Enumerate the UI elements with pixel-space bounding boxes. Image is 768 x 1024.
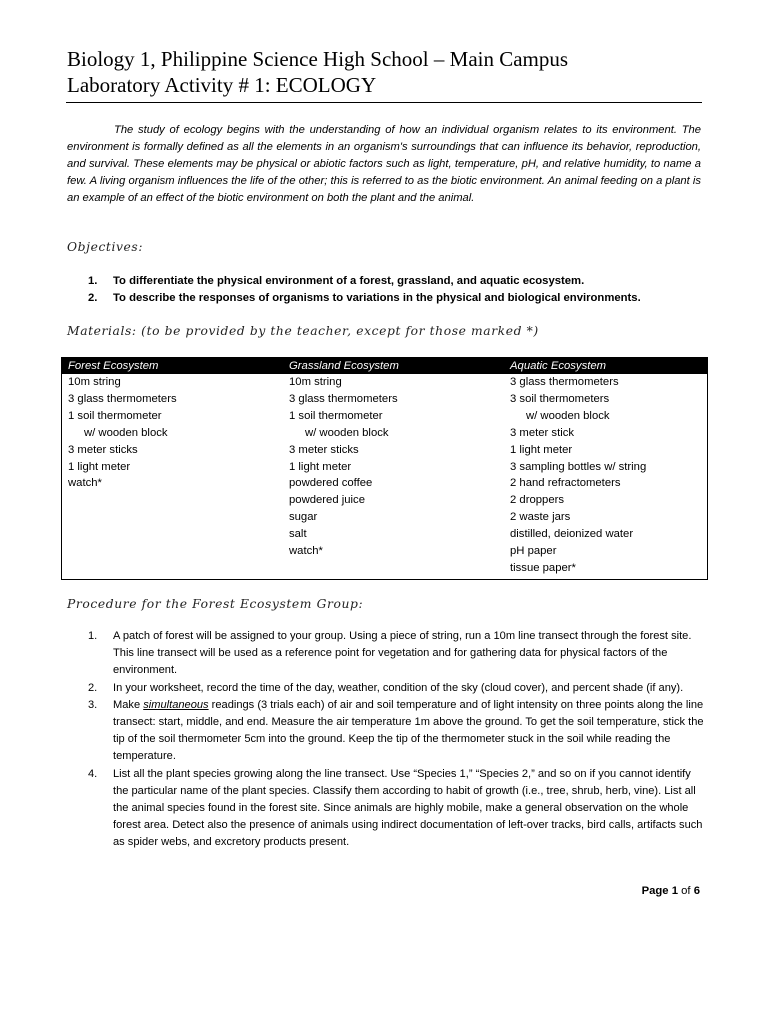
- objective-number: 1.: [88, 275, 98, 287]
- page-total: 6: [693, 885, 700, 897]
- column-header-forest: Forest Ecosystem: [62, 358, 284, 375]
- material-item: pH paper: [510, 545, 557, 558]
- step-text-start: Make: [113, 698, 144, 711]
- objectives-list: [88, 273, 702, 307]
- step-number: 4.: [88, 767, 98, 780]
- material-item: 3 glass thermometers: [68, 392, 177, 405]
- material-item: 3 glass thermometers: [510, 376, 619, 388]
- material-item: 10m string: [68, 376, 121, 388]
- material-item: 3 meter sticks: [68, 443, 138, 456]
- intro-paragraph: The study of ecology begins with the understanding of how an individual organism relates to its environment. The environment is formally defined as all the elements in an organism's surroundings that can influence its behavior, reproduction, and survival. These elements may be physical or abiotic factors such as light, temperature, pH, and relative humidity, to name a few. A living organism influences the life of the other; this is referred to as the biotic environment. An animal feeding on a plant is an example of an effect of the biotic environment on both the plant and the animal.: [67, 124, 701, 204]
- header-line-1: Biology 1, Philippine Science High School – Main Campus: [67, 47, 569, 71]
- material-item: 3 meter sticks: [289, 443, 359, 456]
- material-item: 1 soil thermometer: [68, 409, 162, 422]
- header-divider: [66, 102, 702, 103]
- document-header: [67, 46, 707, 98]
- step-emphasis: simultaneous: [143, 698, 209, 711]
- material-item: 3 sampling bottles w/ string: [510, 460, 647, 473]
- material-item: 2 droppers: [510, 494, 565, 507]
- aquatic-materials-cell: [504, 374, 708, 579]
- procedure-step: [88, 697, 704, 766]
- step-number: 3.: [88, 698, 98, 711]
- material-item: 1 soil thermometer: [289, 409, 383, 422]
- step-text: List all the plant species growing along the line transect. Use “Species 1,” “Species 2,” and so on if you cannot identify the particular name of the plant species. Classify them according to habit of growth (i.e., tree, shrub, herb, vine). List all the animal species found in the forest site. Since animals are highly mobile, make a general observation on the whole forest area. Detect also the presence of animals using indirect documentation of left-over tracks, bird calls, artifacts such as spider webs, and excretory products present.: [113, 767, 703, 849]
- material-item: 3 soil thermometers: [510, 392, 610, 405]
- material-item: 3 glass thermometers: [289, 392, 398, 405]
- objective-text: To differentiate the physical environment of a forest, grassland, and aquatic ecosystem.: [113, 275, 585, 287]
- column-header-aquatic: Aquatic Ecosystem: [504, 358, 708, 375]
- forest-materials-cell: [62, 374, 284, 579]
- procedure-step: [88, 766, 704, 852]
- material-item: 1 light meter: [510, 443, 573, 456]
- material-item: salt: [289, 528, 307, 541]
- procedure-heading: Procedure for the Forest Ecosystem Group:: [67, 597, 364, 611]
- material-item: 1 light meter: [289, 460, 352, 473]
- material-item: sugar: [289, 511, 318, 524]
- objective-number: 2.: [88, 292, 98, 304]
- material-item: watch*: [289, 545, 323, 558]
- objective-item: [88, 273, 702, 290]
- step-text: In your worksheet, record the time of the day, weather, condition of the sky (cloud cover), and percent shade (if any).: [113, 681, 684, 694]
- material-item: watch*: [68, 477, 102, 490]
- step-number: 2.: [88, 681, 98, 694]
- step-number: 1.: [88, 630, 98, 642]
- procedure-list: [88, 628, 704, 852]
- material-item: tissue paper*: [510, 561, 576, 574]
- material-item: 10m string: [289, 376, 342, 388]
- objective-item: [88, 290, 702, 307]
- page-word: Page: [641, 885, 672, 897]
- step-text-rest: readings (3 trials each) of air and soil temperature and of light intensity on three points along the line transect: start, middle, and end. Measure the air temperature 1m above the ground. To get the soil temperature, stick the tip of the soil thermometer 5cm into the ground. Keep the tip of the thermometer stuck in the soil while reading the temperature.: [113, 698, 704, 763]
- step-text: A patch of forest will be assigned to your group. Using a piece of string, run a 10m line transect through the forest site. This line transect will be used as a reference point for vegetation and for gathering data for physical factors of the environment.: [113, 630, 692, 677]
- material-item: powdered coffee: [289, 477, 373, 490]
- page-of-word: of: [678, 885, 694, 897]
- procedure-step: [88, 628, 704, 680]
- header-line-2: Laboratory Activity # 1: ECOLOGY: [67, 73, 377, 97]
- procedure-step: [88, 680, 704, 697]
- material-item: w/ wooden block: [526, 409, 610, 422]
- material-item: 2 hand refractometers: [510, 477, 621, 490]
- material-item: 1 light meter: [68, 460, 131, 473]
- material-item: w/ wooden block: [84, 426, 168, 439]
- page-current: 1: [671, 885, 678, 897]
- column-header-grassland: Grassland Ecosystem: [283, 358, 504, 375]
- material-item: 3 meter stick: [510, 426, 575, 439]
- objective-text: To describe the responses of organisms to variations in the physical and biological environments.: [113, 292, 641, 304]
- material-item: 2 waste jars: [510, 511, 571, 524]
- page-number: [642, 885, 700, 897]
- material-item: w/ wooden block: [305, 426, 389, 439]
- objectives-heading: Objectives:: [67, 240, 144, 254]
- grassland-materials-cell: [283, 374, 504, 579]
- material-item: powdered juice: [289, 494, 365, 507]
- materials-table: [61, 357, 708, 580]
- material-item: distilled, deionized water: [510, 528, 634, 541]
- materials-heading: Materials: (to be provided by the teacher, except for those marked *): [67, 324, 539, 338]
